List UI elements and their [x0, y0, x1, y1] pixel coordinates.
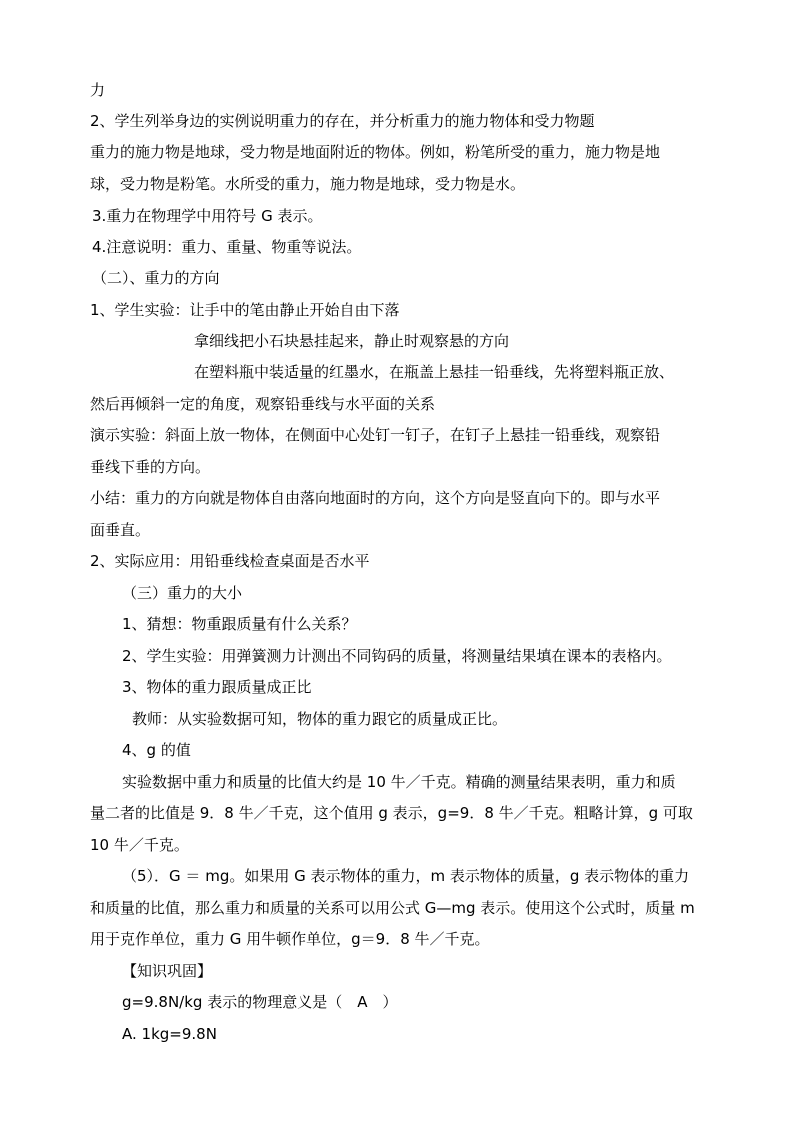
- text-line: 面垂直。: [90, 521, 151, 539]
- text-line: 教师：从实验数据可知，物体的重力跟它的质量成正比。: [132, 710, 508, 728]
- text-line: 小结：重力的方向就是物体自由落向地面时的方向，这个方向是竖直向下的。即与水平: [90, 489, 661, 507]
- section-heading: 【知识巩固】: [122, 962, 213, 980]
- text-line: 4.注意说明：重力、重量、物重等说法。: [92, 238, 362, 256]
- text-line: 3、物体的重力跟质量成正比: [122, 678, 312, 696]
- text-line: 重力的施力物是地球，受力物是地面附近的物体。例如，粉笔所受的重力，施力物是地: [90, 143, 661, 161]
- text-line: 1、学生实验：让手中的笔由静止开始自由下落: [90, 301, 400, 319]
- text-line: 2、学生列举身边的实例说明重力的存在，并分析重力的施力物体和受力物题: [90, 112, 595, 130]
- text-line: 2、学生实验：用弹簧测力计测出不同钩码的质量，将测量结果填在课本的表格内。: [122, 647, 672, 665]
- section-heading: （三）重力的大小: [122, 584, 243, 602]
- text-line: 球，受力物是粉笔。水所受的重力，施力物是地球，受力物是水。: [90, 175, 526, 193]
- text-line: 实验数据中重力和质量的比值大约是 10 牛／千克。精确的测量结果表明，重力和质: [122, 773, 676, 791]
- text-line: 在塑料瓶中装适量的红墨水，在瓶盖上悬挂一铅垂线，先将塑料瓶正放、: [194, 363, 675, 381]
- text-line: 然后再倾斜一定的角度，观察铅垂线与水平面的关系: [90, 395, 436, 413]
- question-text: g=9.8N/kg 表示的物理意义是（ A ）: [122, 993, 398, 1011]
- text-line: 用于克作单位，重力 G 用牛顿作单位，g＝9．8 牛／千克。: [90, 930, 490, 948]
- text-line: 4、g 的值: [122, 741, 191, 759]
- section-heading: （二）、重力的方向: [92, 269, 220, 287]
- text-line: 垂线下垂的方向。: [90, 458, 211, 476]
- text-line: 1、猜想：物重跟质量有什么关系？: [122, 615, 357, 633]
- text-line: 3.重力在物理学中用符号 G 表示。: [92, 207, 323, 225]
- text-line: 力: [90, 81, 106, 99]
- text-line: 2、实际应用：用铅垂线检查桌面是否水平: [90, 552, 370, 570]
- text-line: 量二者的比值是 9．8 牛／千克，这个值用 g 表示，g=9．8 牛／千克。粗略计算，g 可取: [90, 804, 693, 822]
- text-line: 演示实验：斜面上放一物体，在侧面中心处钉一钉子，在钉子上悬挂一铅垂线，观察铅: [90, 426, 661, 444]
- answer-option: A. 1kg=9.8N: [122, 1025, 217, 1043]
- text-line: 和质量的比值，那么重力和质量的关系可以用公式 G—mg 表示。使用这个公式时，质量 m: [90, 899, 695, 917]
- text-line: 10 牛／千克。: [90, 836, 189, 854]
- text-line: （5）．G ＝ mg。如果用 G 表示物体的重力，m 表示物体的质量，g 表示物体的重力: [122, 867, 690, 885]
- text-line: 拿细线把小石块悬挂起来，静止时观察悬的方向: [194, 332, 510, 350]
